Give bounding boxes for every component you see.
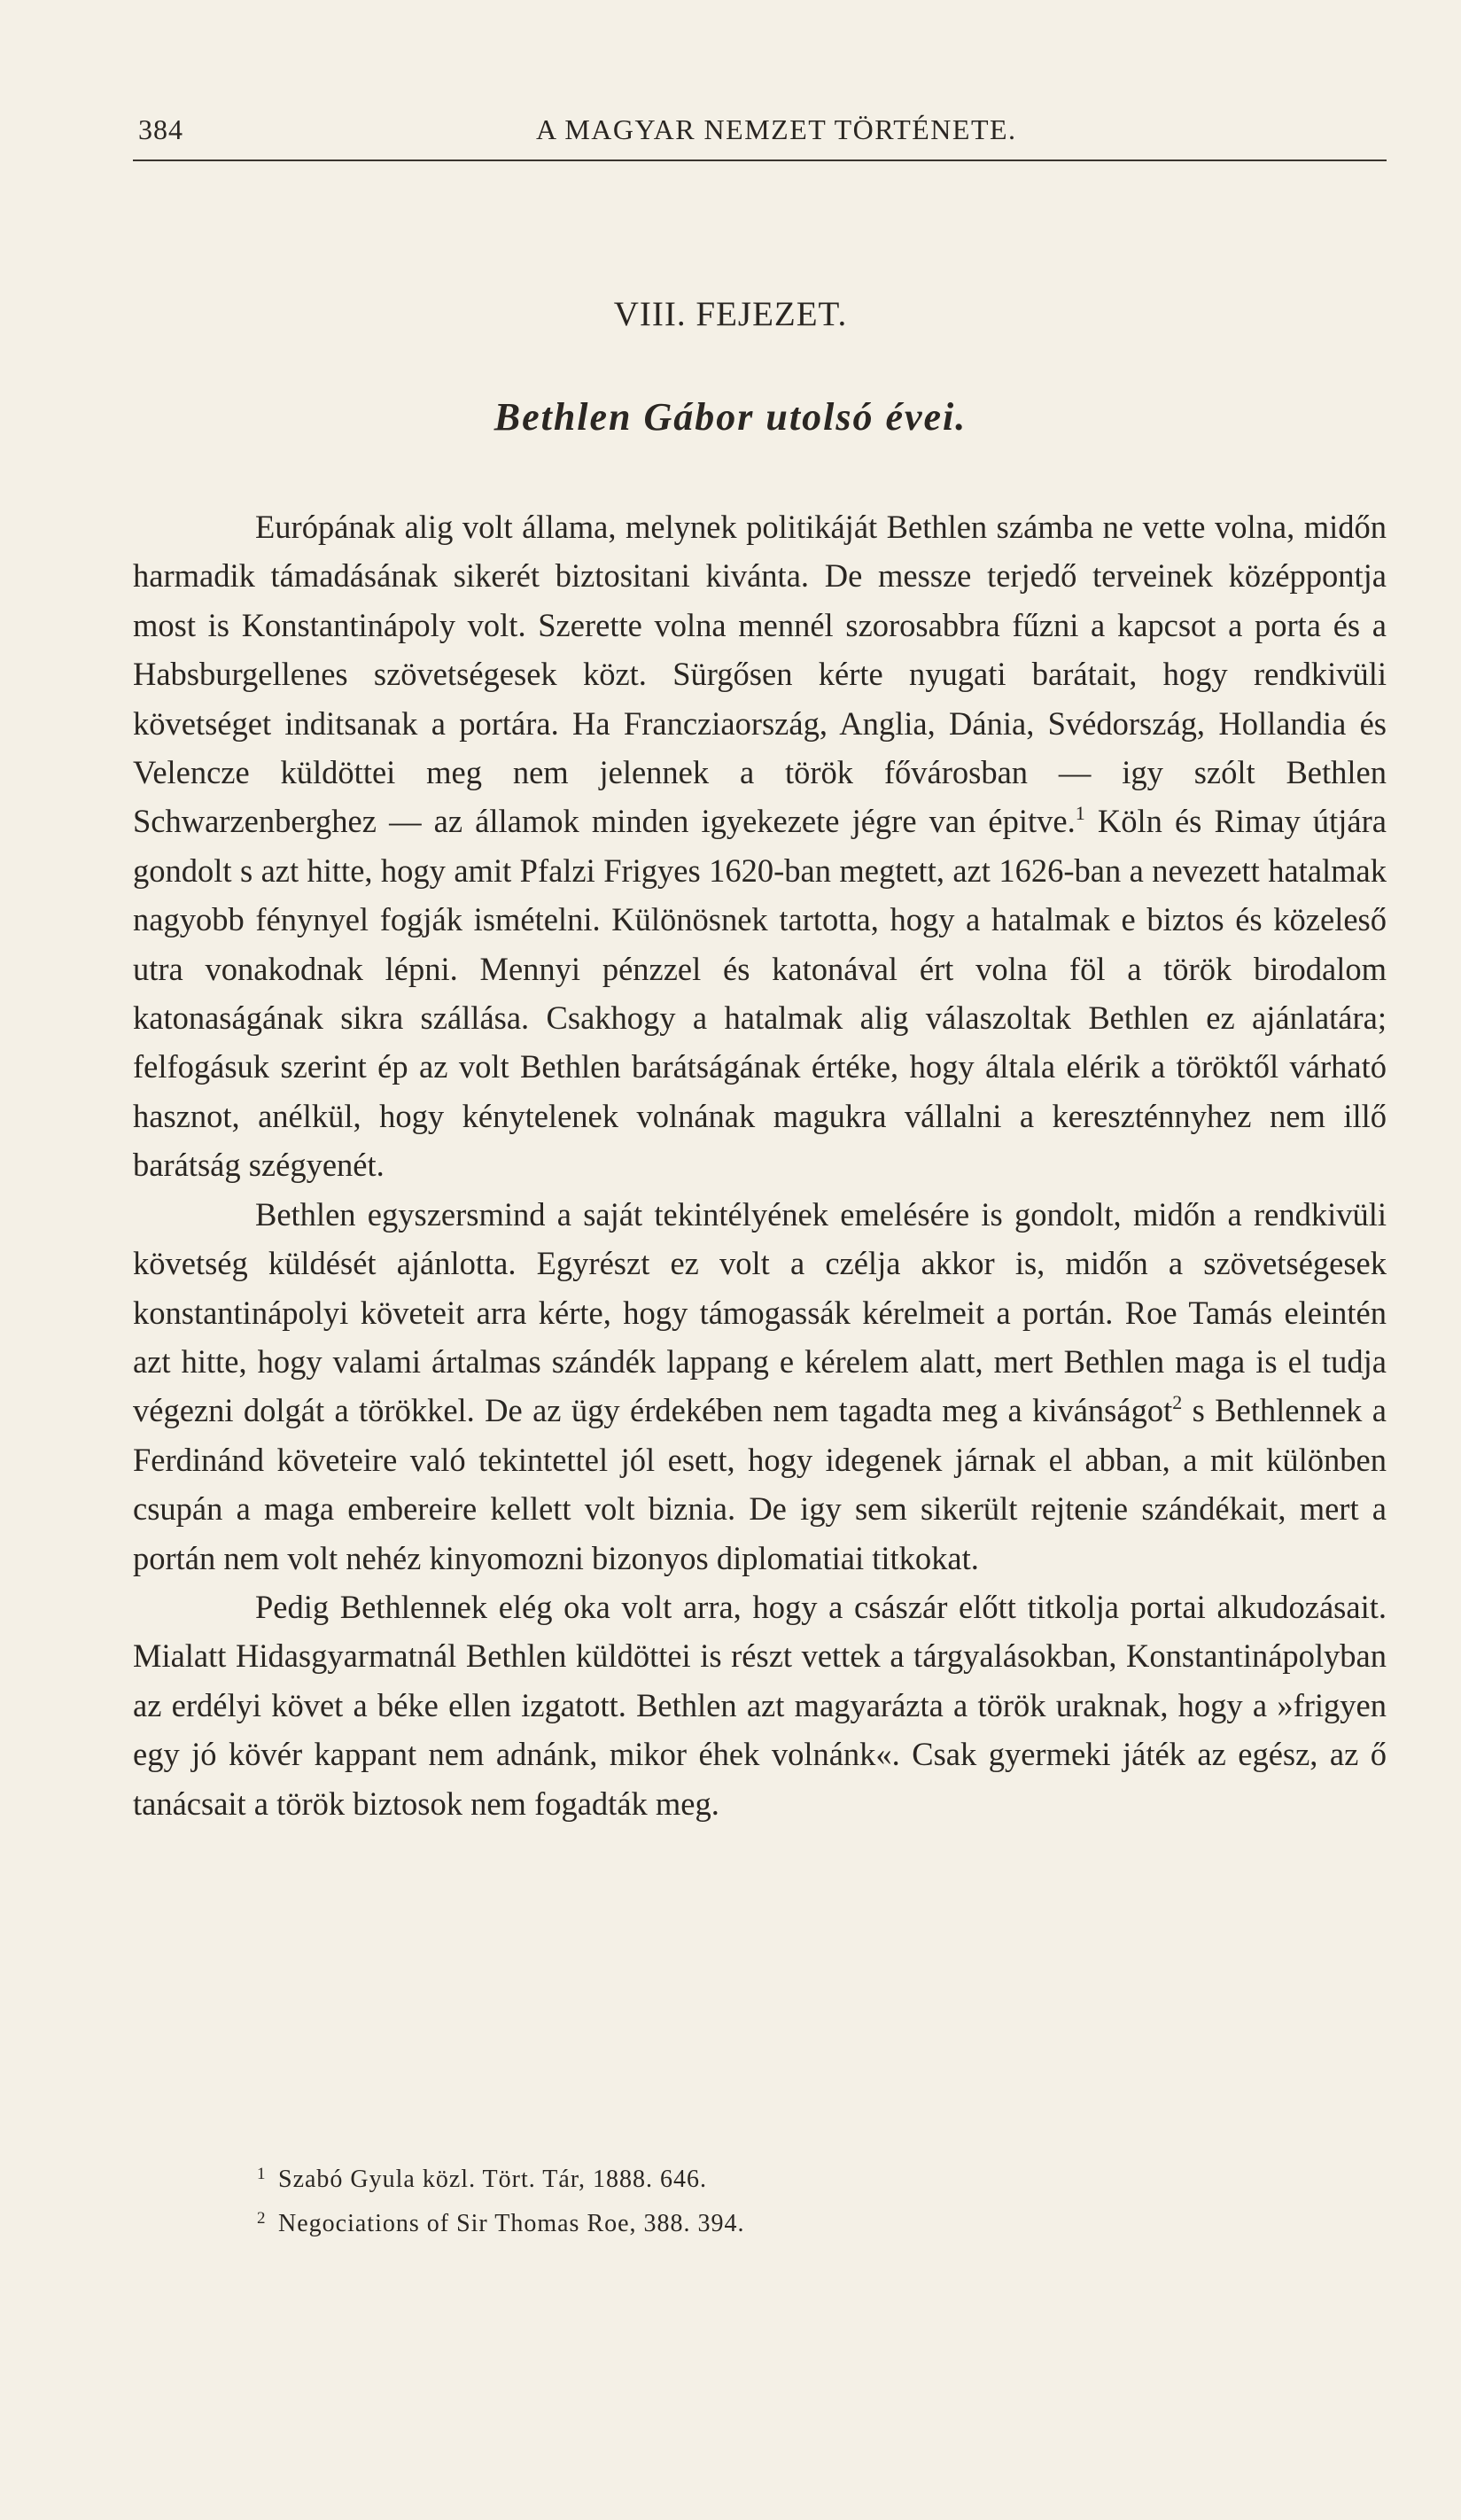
footnote-text: Negociations of Sir Thomas Roe, 388. 394. <box>278 2210 745 2237</box>
header-rule <box>133 159 1387 161</box>
footnote-2 <box>257 2199 1320 2244</box>
footnote-ref-2: 2 <box>1172 1391 1183 1414</box>
footnote-1 <box>257 2155 1320 2199</box>
paragraph-2-text-b: s Bethlennek a Ferdinánd követeire való tekintettel jól esett, hogy idegenek járnak el abban, a mit különben csupán a maga embereire kellett volt biznia. De igy sem sikerült rejtenie szándékait, mert a portán nem volt nehéz kinyomozni bizonyos diplomatiai titkokat. <box>133 1392 1387 1576</box>
running-title: A MAGYAR NEMZET TÖRTÉNETE. <box>536 113 1017 145</box>
chapter-number: VIII. FEJEZET. <box>613 295 848 333</box>
footnotes <box>257 2155 1320 2244</box>
footnote-mark: 1 <box>257 2165 267 2183</box>
body-text <box>133 502 1387 1828</box>
paragraph-2 <box>133 1190 1387 1583</box>
page-number: 384 <box>138 113 183 145</box>
paragraph-1-text-b: Köln és Rimay útjára gondolt s azt hitte, hogy amit Pfalzi Frigyes 1620-ban megtett, azt 1626-ban a nevezett hatalmak nagyobb fénynyel fogják ismételni. Különösnek tartotta, hogy a hatalmak e biztos és közeleső utra vonakodnak lépni. Mennyi pénzzel és katonával ért volna föl a török birodalom katonaságának sikra szállása. Csakhogy a hatalmak alig válaszoltak Bethlen ez ajánlatára; felfogásuk szerint ép az volt Bethlen barátságának értéke, hogy általa elérik a töröktől várható hasznot, anélkül, hogy kénytelenek volnának magukra vállalni a kereszténnyhez nem illő barátság szégyenét. <box>133 803 1387 1184</box>
footnote-ref-1: 1 <box>1075 802 1085 825</box>
running-header <box>133 113 1387 158</box>
paragraph-3: Pedig Bethlennek elég oka volt arra, hogy a császár előtt titkolja portai alkudozásait. Mialatt Hidasgyarmatnál Bethlen küldöttei is részt vettek a tárgyalásokban, Konstantinápolyban az erdélyi követ a béke ellen izgatott. Bethlen azt magyarázta a török uraknak, hogy a »frigyen egy jó kövér kappant nem adnánk, mikor éhek volnánk«. Csak gyermeki játék az egész, az ő tanácsait a török biztosok nem fogadták meg. <box>133 1588 1387 1822</box>
paragraph-2-text-a: Bethlen egyszersmind a saját tekintélyének emelésére is gondolt, midőn a rendkivüli követség küldését ajánlotta. Egyrészt ez volt a czélja akkor is, midőn a szövetségesek konstantinápolyi követeit arra kérte, hogy támogassák kérelmeit a portán. Roe Tamás eleintén azt hitte, hogy valami ártalmas szándék lappang e kérelem alatt, mert Bethlen maga is el tudja végezni dolgát a törökkel. De az ügy érdekében nem tagadta meg a kivánságot <box>133 1195 1387 1429</box>
chapter-title: Bethlen Gábor utolsó évei. <box>493 395 968 439</box>
paragraph-1-text-a: Európának alig volt államа, melynek politikáját Bethlen számba ne vette volna, midőn harmadik támadásának sikerét biztositani kivánta. De messze terjedő terveinek középpontja most is Konstantinápoly volt. Szerette volna mennél szorosabbra fűzni a kapcsot a porta és a Habsburgellenes szövetségesek közt. Sürgősen kérte nyugati barátait, hogy rendkivüli követséget inditsanak a portára. Ha Francziaország, Anglia, Dánia, Svédország, Hollandia és Velencze küldöttei meg nem jelennek a török fővárosban — igy szólt Bethlen Schwarzenberghez — az államok minden igyekezete jégre van épitve. <box>133 509 1387 840</box>
paragraph-1 <box>133 502 1387 1190</box>
footnote-text: Szabó Gyula közl. Tört. Tár, 1888. 646. <box>278 2166 707 2193</box>
footnote-mark: 2 <box>257 2209 267 2228</box>
